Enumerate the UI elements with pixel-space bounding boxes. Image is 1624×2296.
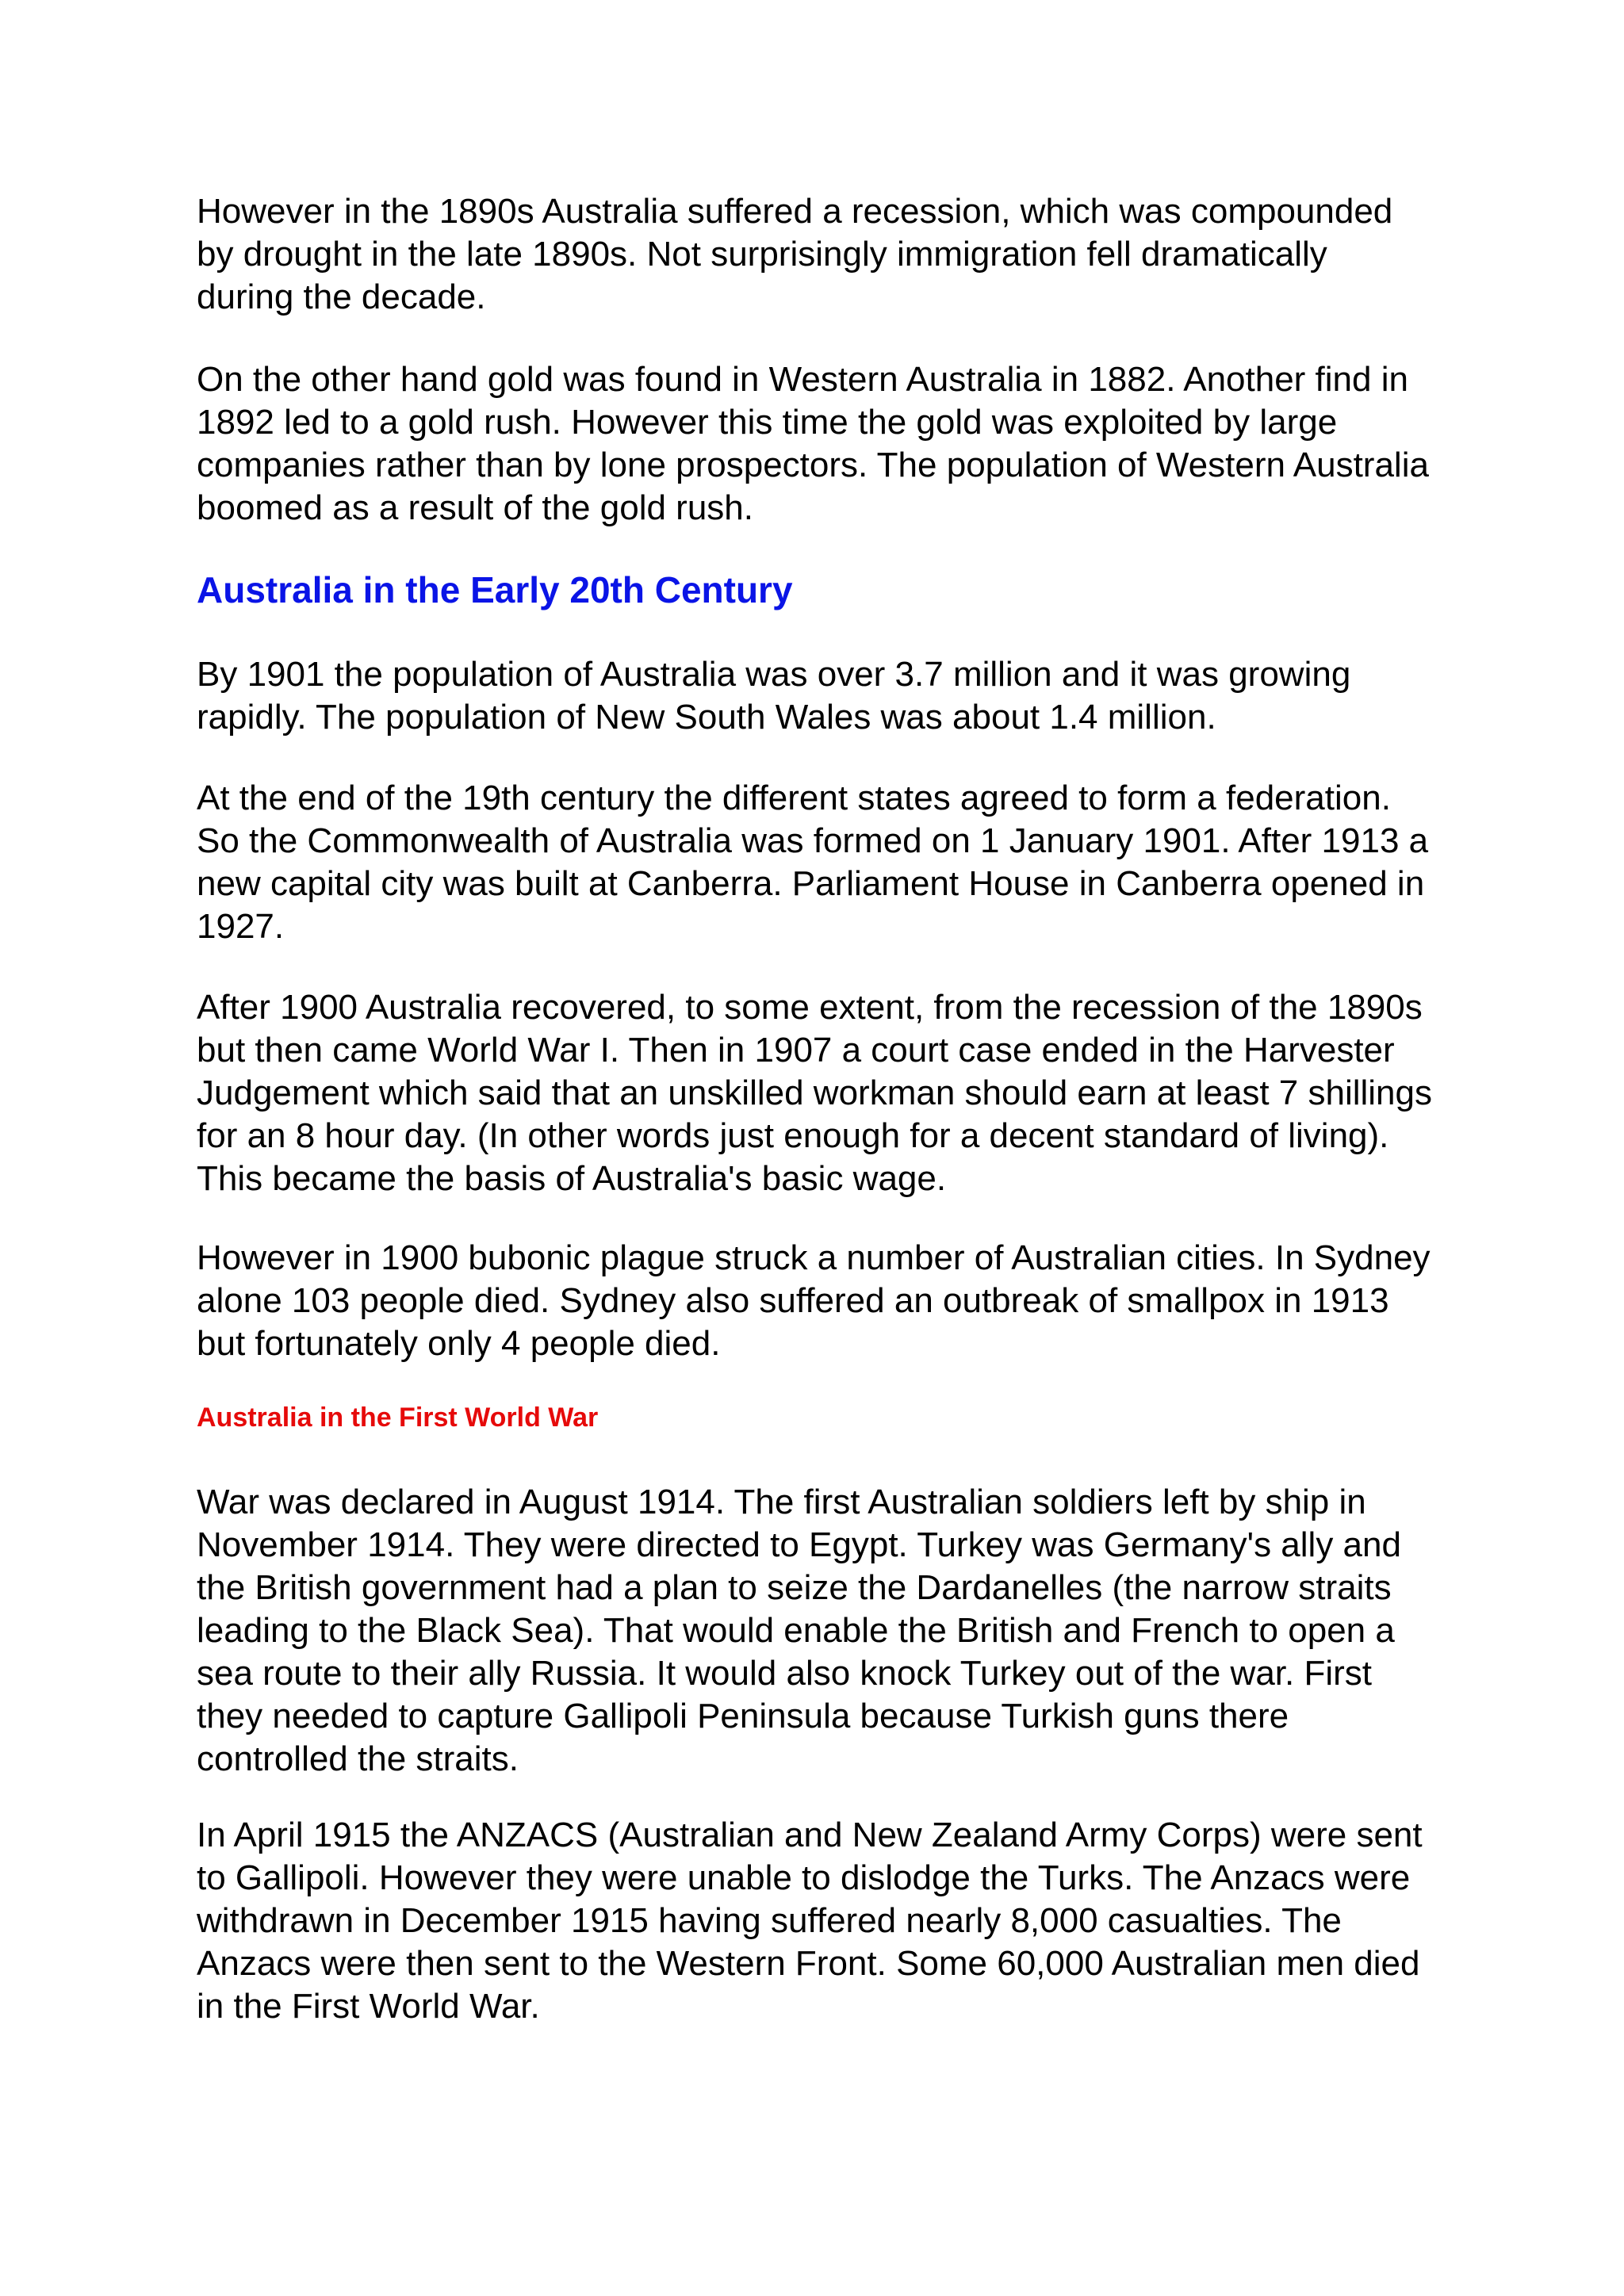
- paragraph-war-declared: War was declared in August 1914. The first Australian soldiers left by ship in November 1914. They were directed to Egypt. Turkey was Germany's ally and the British government had a plan to seize the Dardanelles (the narrow straits leading to the Black Sea). That would enable the British and French to open a sea route to their ally Russia. It would also knock Turkey out of the war. First they needed to capture Gallipoli Peninsula because Turkish guns there controlled the straits.: [197, 1483, 1401, 1778]
- paragraph-bubonic-plague: However in 1900 bubonic plague struck a number of Australian cities. In Sydney alone 103 people died. Sydney also suffered an outbreak of smallpox in 1913 but fortunately only 4 people died.: [197, 1238, 1431, 1363]
- paragraph-population-1901: By 1901 the population of Australia was over 3.7 million and it was growing rapidly. The population of New South Wales was about 1.4 million.: [197, 655, 1351, 737]
- paragraph-anzacs-gallipoli: In April 1915 the ANZACS (Australian and New Zealand Army Corps) were sent to Gallipoli. However they were unable to dislodge the Turks. The Anzacs were withdrawn in December 1915 having suffered nearly 8,000 casualties. The Anzacs were then sent to the Western Front. Some 60,000 Australian men died in the First World War.: [197, 1816, 1423, 2026]
- heading-first-world-war: Australia in the First World War: [197, 1402, 599, 1433]
- paragraph-harvester-judgement: After 1900 Australia recovered, to some extent, from the recession of the 1890s but then came World War I. Then in 1907 a court case ended in the Harvester Judgement which said that an unskilled workman should earn at least 7 shillings for an 8 hour day. (In other words just enough for a decent standard of living). This became the basis of Australia's basic wage.: [197, 988, 1432, 1198]
- paragraph-1890s-recession: However in the 1890s Australia suffered a recession, which was compounded by drought in the late 1890s. Not surprisingly immigration fell dramatically during the decade.: [197, 192, 1393, 316]
- paragraph-federation: At the end of the 19th century the different states agreed to form a federation. So the Commonwealth of Australia was formed on 1 January 1901. After 1913 a new capital city was built at Canberra. Parliament House in Canberra opened in 1927.: [197, 779, 1429, 946]
- heading-early-20th-century: Australia in the Early 20th Century: [197, 569, 793, 610]
- paragraph-gold-rush: On the other hand gold was found in Western Australia in 1882. Another find in 1892 led to a gold rush. However this time the gold was exploited by large companies rather than by lone prospectors. The population of Western Australia boomed as a result of the gold rush.: [197, 360, 1429, 527]
